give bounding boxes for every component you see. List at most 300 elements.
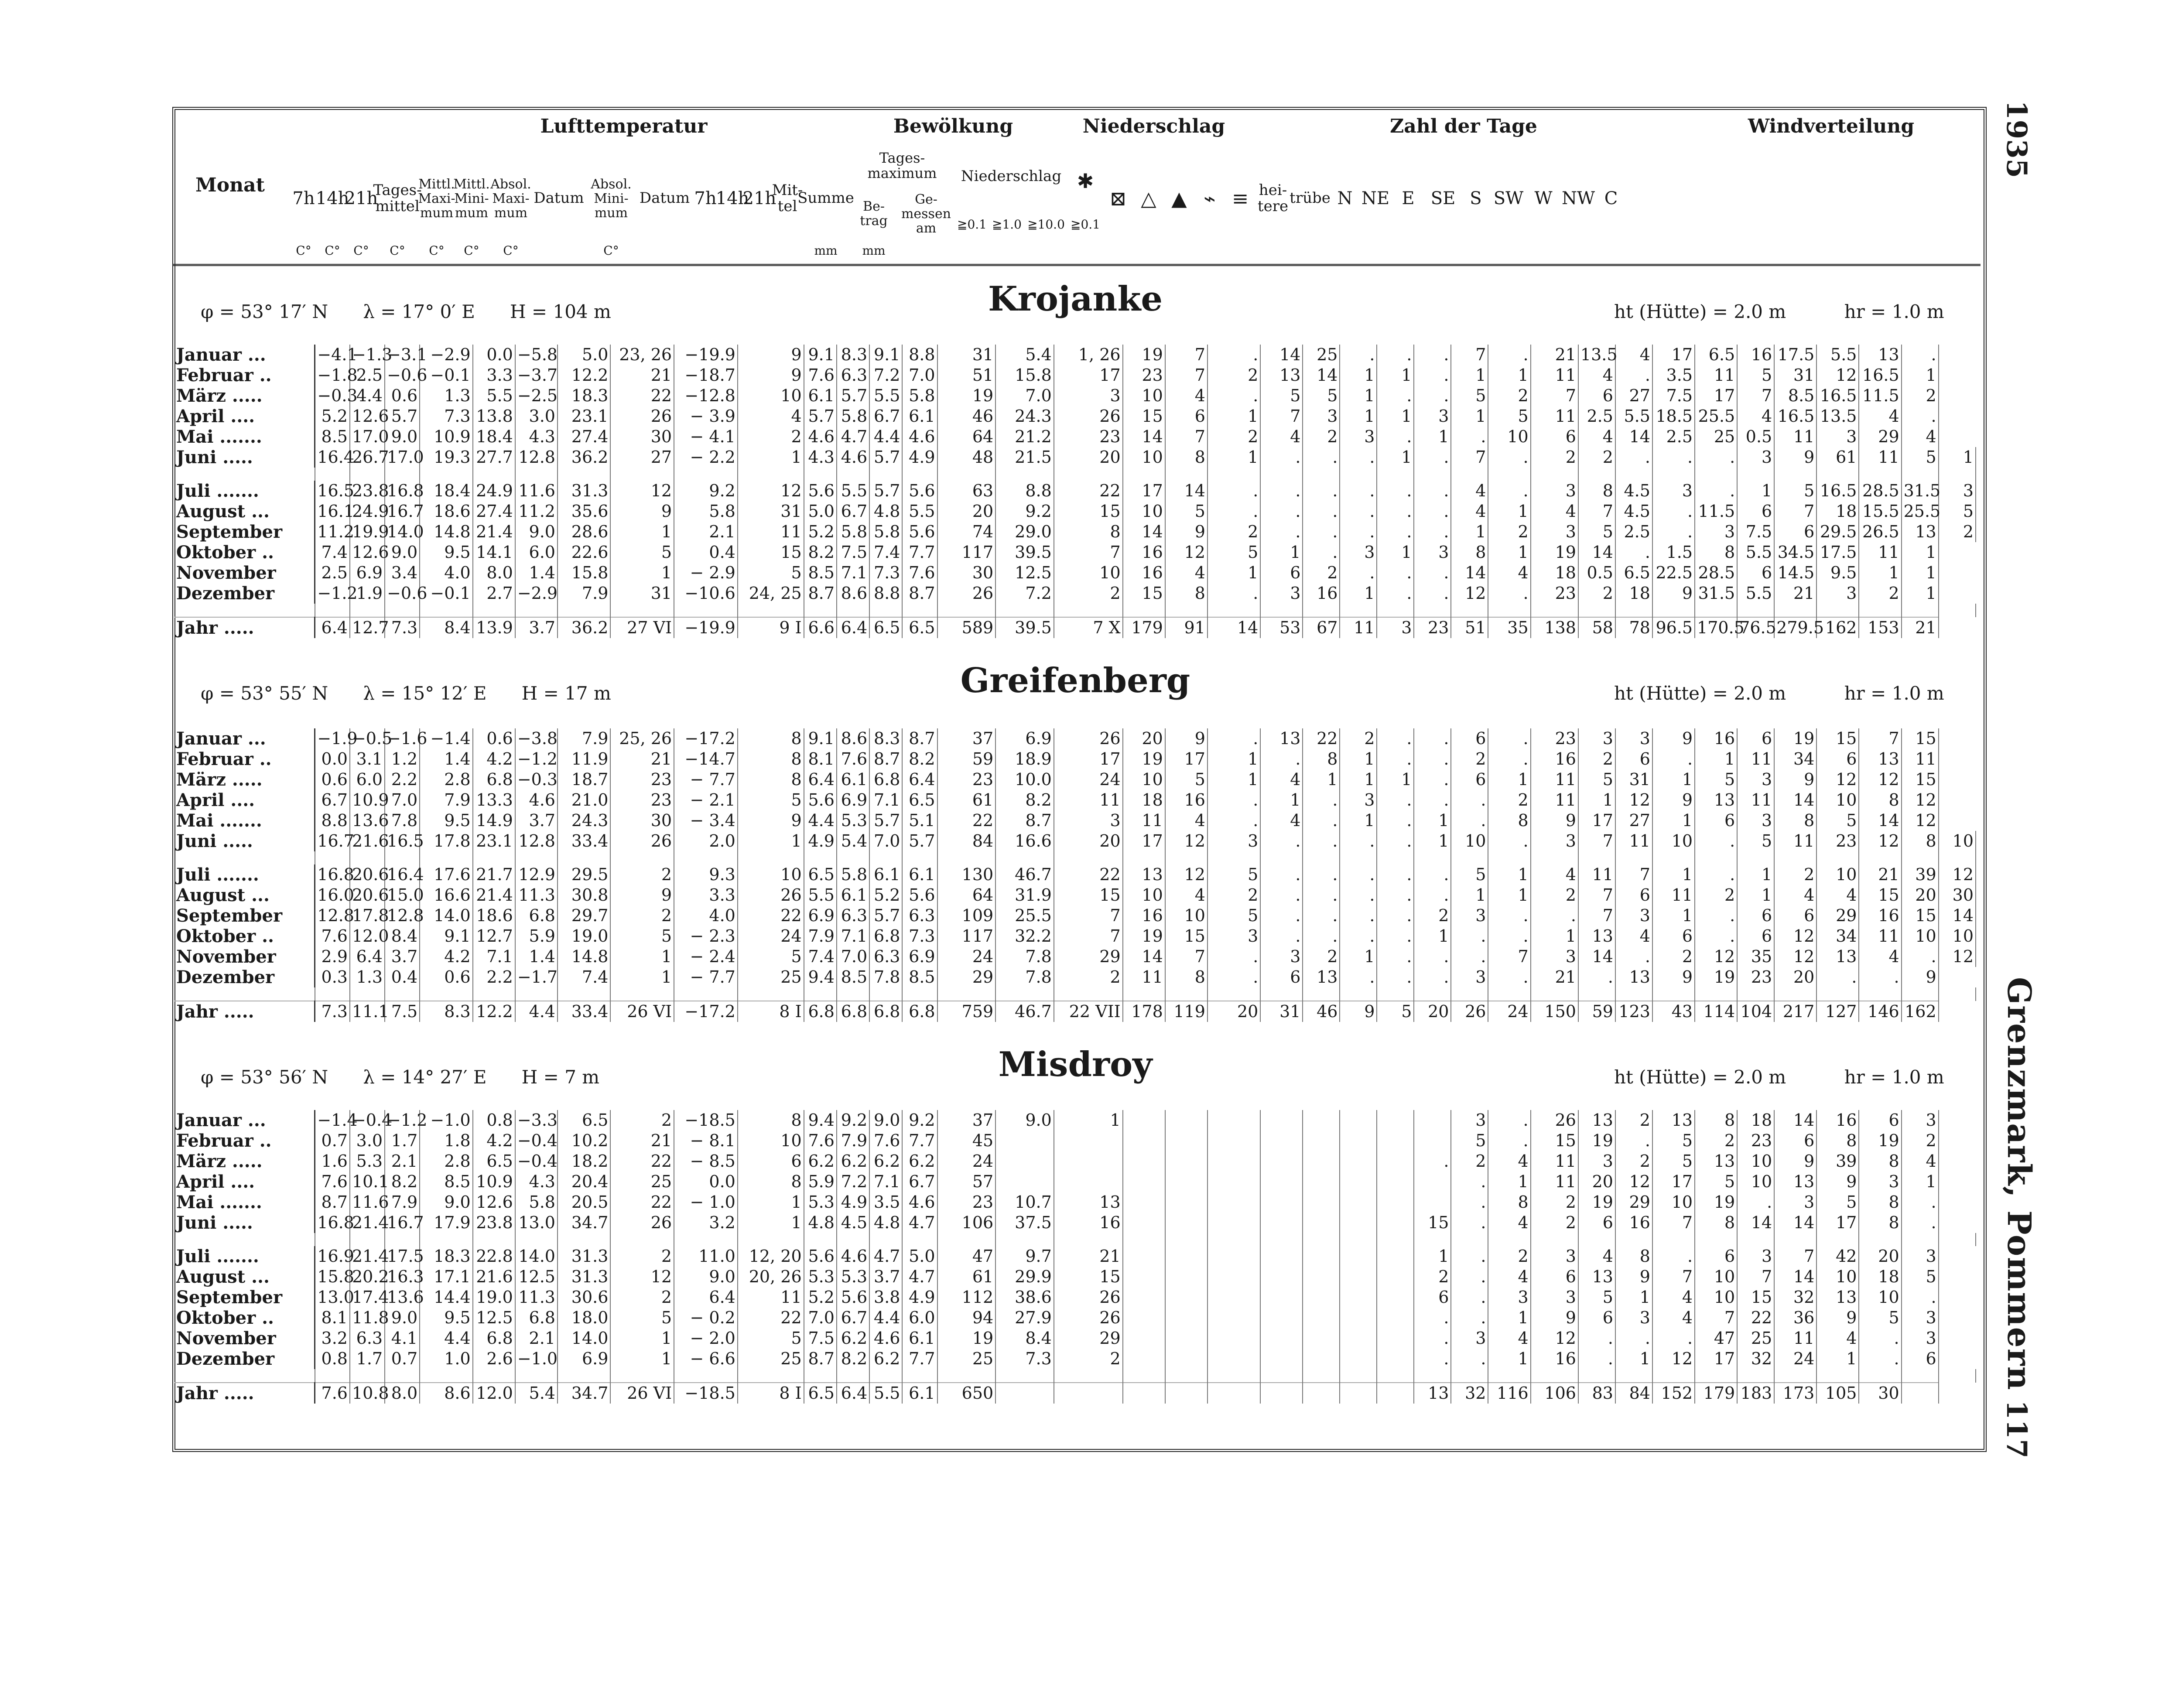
table-cell: 1 (1340, 749, 1377, 769)
table-cell: 8.2 (385, 1172, 420, 1192)
table-cell: 1 (1488, 1308, 1530, 1328)
spacer-cell (937, 987, 996, 1001)
spacer-cell (804, 987, 837, 1001)
table-cell (1377, 1172, 1414, 1192)
spacer-cell (174, 1369, 315, 1383)
table-cell: 4.7 (902, 1267, 937, 1287)
table-cell: 18.7 (558, 769, 610, 790)
table-cell (1377, 1267, 1414, 1287)
table-cell: −1.2 (515, 749, 558, 769)
table-cell: 12.6 (473, 1192, 515, 1213)
table-cell: 8.5 (420, 1172, 472, 1192)
table-cell: 5.3 (804, 1267, 837, 1287)
table-cell: 29 (1054, 1328, 1123, 1349)
table-cell (1340, 1287, 1377, 1308)
table-cell: 7.4 (869, 542, 902, 563)
table-cell: 4 (1737, 406, 1774, 427)
table-cell: −19.9 (674, 345, 738, 365)
table-cell: 14.8 (420, 522, 472, 542)
table-cell: 1 (1377, 542, 1414, 563)
table-cell: 11.2 (315, 522, 350, 542)
table-cell: 10 (1902, 926, 1939, 946)
spacer-cell (937, 1233, 996, 1246)
table-cell: 0.6 (420, 967, 472, 987)
table-cell: 7 (1488, 946, 1530, 967)
spacer-cell (1303, 851, 1340, 864)
table-cell: 14 (1578, 946, 1615, 967)
table-cell (1303, 1383, 1340, 1404)
station-header (174, 1045, 1976, 1093)
table-cell: 2 (1451, 749, 1488, 769)
table-cell: 3 (1902, 1308, 1939, 1328)
table-cell: 15 (1902, 769, 1939, 790)
table-cell: 5.2 (804, 522, 837, 542)
table-cell: 4 (1488, 1328, 1530, 1349)
table-cell: 10.9 (350, 790, 385, 810)
table-cell: 4.8 (869, 1213, 902, 1233)
table-cell: 5 (1208, 905, 1260, 926)
table-cell: 16.0 (315, 885, 350, 905)
table-cell: 14.9 (473, 810, 515, 831)
table-cell (1260, 1192, 1303, 1213)
table-cell: 17.6 (420, 864, 472, 885)
table-cell: . (1208, 790, 1260, 810)
table-cell: 5.5 (473, 386, 515, 406)
table-cell: 20 (1123, 728, 1165, 749)
table-cell: 7 (1451, 345, 1488, 365)
table-cell: 1 (1054, 1110, 1123, 1131)
table-cell: 8.4 (420, 617, 472, 638)
table-cell: 16.6 (995, 831, 1054, 851)
table-cell: 2 (1902, 1131, 1939, 1151)
table-cell: 1.9 (350, 583, 385, 604)
table-cell: 46 (937, 406, 996, 427)
table-cell: 20.5 (558, 1192, 610, 1213)
table-cell: 8 (1859, 790, 1901, 810)
header-temp-max-date: Datum (534, 189, 584, 207)
table-cell (1165, 1267, 1208, 1287)
table-cell: 6.5 (558, 1110, 610, 1131)
table-cell: 12 (1774, 926, 1816, 946)
table-row (174, 831, 1976, 851)
spacer-cell (174, 604, 315, 617)
table-cell: 1 (1902, 542, 1939, 563)
table-cell: 38.6 (995, 1287, 1054, 1308)
table-cell: 12.6 (350, 542, 385, 563)
table-cell: 24.3 (558, 810, 610, 831)
table-cell: 2 (1208, 365, 1260, 386)
table-cell: 26 (1531, 1110, 1578, 1131)
spacer-cell (804, 1369, 837, 1383)
table-cell: 1 (1488, 365, 1530, 386)
spacer-cell (473, 468, 515, 481)
spacer-cell (902, 851, 937, 864)
table-cell: . (1451, 1349, 1488, 1369)
header-group-precip: Niederschlag (1082, 115, 1225, 137)
table-cell: 4 (1816, 1328, 1859, 1349)
table-cell: 7.5 (1737, 522, 1774, 542)
table-cell: 4.6 (804, 427, 837, 447)
table-cell: 9 (1652, 583, 1695, 604)
spacer-cell (515, 468, 558, 481)
table-cell: 3 (1902, 1328, 1939, 1349)
month-label: Januar ... (174, 728, 315, 749)
table-cell: −2.5 (515, 386, 558, 406)
table-cell: 15.8 (995, 365, 1054, 386)
table-cell: 1 (1340, 810, 1377, 831)
table-cell: 1.7 (385, 1131, 420, 1151)
spacer-cell (804, 604, 837, 617)
row-spacer (174, 468, 1976, 481)
spacer-cell (1615, 468, 1652, 481)
table-cell: 20 (1859, 1246, 1901, 1267)
spacer-cell (902, 604, 937, 617)
table-cell: 3.1 (350, 749, 385, 769)
table-cell: 17 (1165, 749, 1208, 769)
spacer-cell (1816, 987, 1859, 1001)
table-cell: 21.0 (558, 790, 610, 810)
table-cell: 64 (937, 427, 996, 447)
table-cell: 20 (1208, 1001, 1260, 1022)
spacer-cell (1737, 987, 1774, 1001)
table-cell: 8 (1165, 967, 1208, 987)
table-cell (1340, 1246, 1377, 1267)
table-cell: 2 (1774, 864, 1816, 885)
table-cell: 23 (1414, 617, 1451, 638)
station-name: Misdroy (998, 1045, 1153, 1084)
month-label: Jahr ..... (174, 617, 315, 638)
table-cell: −1.0 (515, 1349, 558, 1369)
table-cell: . (1303, 885, 1340, 905)
spacer-cell (1260, 1233, 1303, 1246)
table-cell: 2.5 (1652, 427, 1695, 447)
table-cell: 10 (1816, 864, 1859, 885)
table-cell: 17.8 (420, 831, 472, 851)
table-cell: 4.8 (804, 1213, 837, 1233)
table-cell: . (1303, 522, 1340, 542)
table-cell: 20 (1774, 967, 1816, 987)
table-cell: . (1902, 1287, 1939, 1308)
header-group-days: Zahl der Tage (1390, 115, 1537, 137)
table-cell: 3 (1531, 1287, 1578, 1308)
table-cell: 19.9 (350, 522, 385, 542)
table-cell: . (1451, 1192, 1488, 1213)
table-cell (1303, 1328, 1340, 1349)
table-cell: 2 (738, 427, 804, 447)
table-cell: . (1260, 831, 1303, 851)
table-cell: 24.9 (473, 481, 515, 501)
spacer-cell (610, 1369, 674, 1383)
table-cell: 16 (1123, 542, 1165, 563)
table-cell: 6.9 (837, 790, 869, 810)
table-cell: 7.2 (837, 1172, 869, 1192)
table-cell (1340, 1267, 1377, 1287)
table-cell: 14 (1737, 1213, 1774, 1233)
table-cell: 4.8 (869, 501, 902, 522)
spacer-cell (350, 604, 385, 617)
spacer-cell (674, 1369, 738, 1383)
table-cell: 9.3 (674, 864, 738, 885)
table-row (174, 583, 1976, 604)
table-cell: 4.0 (420, 563, 472, 583)
table-cell: 7.8 (869, 967, 902, 987)
table-cell (1208, 1349, 1260, 1369)
table-cell: . (1578, 1349, 1615, 1369)
table-cell: 173 (1774, 1383, 1816, 1404)
table-cell (1303, 1213, 1340, 1233)
table-cell: 12.6 (350, 406, 385, 427)
table-cell: 8 (1859, 1151, 1901, 1172)
table-cell: 0.6 (385, 386, 420, 406)
spacer-cell (1165, 604, 1208, 617)
table-cell: 11 (1774, 1328, 1816, 1349)
table-cell: 16 (1303, 583, 1340, 604)
table-cell: . (1208, 501, 1260, 522)
table-cell: 17 (1123, 481, 1165, 501)
table-cell: 146 (1859, 1001, 1901, 1022)
table-cell: 23 (1816, 831, 1859, 851)
table-row (174, 749, 1976, 769)
spacer-cell (1488, 987, 1530, 1001)
station-coords: φ = 53° 56′ N λ = 14° 27′ E H = 7 m (201, 1066, 600, 1088)
table-cell: 7.3 (385, 617, 420, 638)
table-cell: 9.4 (804, 967, 837, 987)
spacer-cell (1208, 1369, 1260, 1383)
table-cell: 15 (1123, 583, 1165, 604)
table-cell: 15 (1123, 406, 1165, 427)
table-cell: 25 (610, 1172, 674, 1192)
table-cell: 9.0 (515, 522, 558, 542)
header-unit: C° (325, 243, 340, 258)
table-cell: 4 (1165, 386, 1208, 406)
spacer-cell (937, 468, 996, 481)
table-cell: . (1303, 481, 1340, 501)
table-cell: 14 (1859, 810, 1901, 831)
table-cell (1414, 1110, 1451, 1131)
spacer-cell (1054, 851, 1123, 864)
table-cell: 5.5 (902, 501, 937, 522)
table-cell (1303, 1267, 1340, 1287)
table-cell: 6 (1737, 501, 1774, 522)
table-cell: 36.2 (558, 447, 610, 468)
table-cell: 8.0 (385, 1383, 420, 1404)
table-cell: 3 (1488, 1287, 1530, 1308)
table-cell: . (1902, 1192, 1939, 1213)
table-cell: 2 (1531, 1192, 1578, 1213)
header-precip-date: Ge-messen am (901, 191, 951, 236)
table-cell: 12 (1902, 810, 1939, 831)
table-cell: 9.5 (420, 542, 472, 563)
table-cell: . (1652, 749, 1695, 769)
table-cell: 13 (1816, 946, 1859, 967)
spacer-cell (1165, 987, 1208, 1001)
spacer-cell (902, 468, 937, 481)
table-cell: 11 (1531, 1172, 1578, 1192)
spacer-cell (1615, 1233, 1652, 1246)
spacer-cell (315, 604, 350, 617)
table-cell: 47 (1695, 1328, 1737, 1349)
table-cell: 5.2 (869, 885, 902, 905)
header-unit: C° (296, 243, 311, 258)
table-cell: 8 (1165, 583, 1208, 604)
table-cell: 8 (1488, 1192, 1530, 1213)
table-cell: 3 (1578, 728, 1615, 749)
table-cell: 4 (1451, 481, 1488, 501)
table-cell: 1.4 (515, 563, 558, 583)
table-cell: 4.6 (869, 1328, 902, 1349)
table-cell: 0.7 (385, 1349, 420, 1369)
table-cell: 6.1 (869, 864, 902, 885)
spacer-cell (1340, 604, 1377, 617)
table-cell: 8.6 (420, 1383, 472, 1404)
table-cell: 2.7 (473, 583, 515, 604)
spacer-cell (1695, 468, 1737, 481)
spacer-cell (995, 468, 1054, 481)
table-cell: 6 (1816, 749, 1859, 769)
table-cell: . (1377, 946, 1414, 967)
table-cell: 37 (937, 1110, 996, 1131)
table-cell: 11 (1123, 967, 1165, 987)
table-cell: 6.4 (315, 617, 350, 638)
table-cell: 18 (1816, 501, 1859, 522)
spacer-cell (1652, 987, 1695, 1001)
spacer-cell (1902, 851, 1939, 864)
table-cell: 8.7 (995, 810, 1054, 831)
month-label: August ... (174, 1267, 315, 1287)
table-row (174, 1151, 1976, 1172)
spacer-cell (1859, 987, 1901, 1001)
spacer-cell (1531, 468, 1578, 481)
table-cell: 7.9 (420, 790, 472, 810)
table-cell: 5 (1488, 406, 1530, 427)
table-cell (1303, 1151, 1340, 1172)
spacer-cell (1377, 1369, 1414, 1383)
table-cell: 9 (738, 810, 804, 831)
spacer-cell (1340, 851, 1377, 864)
table-cell: 2.2 (385, 769, 420, 790)
table-cell: . (1260, 905, 1303, 926)
table-cell: 5.5 (1615, 406, 1652, 427)
spacer-cell (420, 987, 472, 1001)
table-cell: 15.8 (315, 1267, 350, 1287)
table-cell: 4 (1859, 946, 1901, 967)
table-cell: 12.2 (473, 1001, 515, 1022)
table-cell: 13 (1816, 1287, 1859, 1308)
table-cell: 5 (1652, 1151, 1695, 1172)
table-cell: 5.7 (869, 905, 902, 926)
table-cell: 29.0 (995, 522, 1054, 542)
table-cell: 8 I (738, 1001, 804, 1022)
table-cell: 16 (1165, 790, 1208, 810)
table-cell: 2 (610, 1246, 674, 1267)
table-cell: 11.1 (350, 1001, 385, 1022)
table-cell: 7.0 (902, 365, 937, 386)
table-cell: 11 (1737, 790, 1774, 810)
table-cell: 2 (1303, 946, 1340, 967)
table-cell (995, 1151, 1054, 1172)
table-cell: 7.6 (315, 926, 350, 946)
month-label: Oktober .. (174, 542, 315, 563)
table-cell: 9.0 (385, 427, 420, 447)
table-cell: 2.1 (385, 1151, 420, 1172)
table-cell: 2.9 (315, 946, 350, 967)
table-cell: 12.2 (558, 365, 610, 386)
table-row (174, 345, 1976, 365)
table-cell: 7.7 (902, 1131, 937, 1151)
table-cell: . (1377, 583, 1414, 604)
table-cell: 6 (1451, 728, 1488, 749)
table-cell: . (1414, 1151, 1451, 1172)
table-cell: 21 (1054, 1246, 1123, 1267)
table-cell: 17 (1054, 749, 1123, 769)
table-cell: 11 (1737, 749, 1774, 769)
table-cell: 5.6 (902, 522, 937, 542)
table-cell: . (1340, 905, 1377, 926)
table-cell: − 2.2 (674, 447, 738, 468)
table-cell: 5.8 (515, 1192, 558, 1213)
table-cell: 23 (610, 790, 674, 810)
table-cell: 14.0 (515, 1246, 558, 1267)
table-cell: 11 (1531, 406, 1578, 427)
table-cell: . (1902, 406, 1939, 427)
table-cell: 19.0 (558, 926, 610, 946)
table-cell: 5.5 (804, 885, 837, 905)
header-precip-sum: Summe (797, 189, 854, 207)
table-cell: 7 (1737, 1267, 1774, 1287)
table-cell: 6.8 (902, 1001, 937, 1022)
spacer-cell (937, 604, 996, 617)
table-cell: 13.3 (473, 790, 515, 810)
table-cell: − 1.0 (674, 1192, 738, 1213)
table-cell (1208, 1192, 1260, 1213)
table-cell: 7 (1737, 386, 1774, 406)
table-cell: 5 (1695, 769, 1737, 790)
table-cell: 7.0 (869, 831, 902, 851)
table-cell: −14.7 (674, 749, 738, 769)
table-cell: 5 (1303, 386, 1340, 406)
table-cell: 3.3 (473, 365, 515, 386)
table-cell: 9.1 (869, 345, 902, 365)
header-days-precip: Niederschlag (961, 167, 1062, 185)
table-cell: 4.4 (350, 386, 385, 406)
spacer-cell (937, 851, 996, 864)
table-cell: 31.5 (1902, 481, 1939, 501)
spacer-cell (1774, 604, 1816, 617)
table-cell (1377, 1308, 1414, 1328)
table-cell: 8.7 (902, 728, 937, 749)
spacer-cell (1902, 604, 1939, 617)
table-row (174, 1246, 1976, 1267)
table-cell (1054, 1383, 1123, 1404)
table-cell: 9 (738, 345, 804, 365)
table-cell: 12.8 (385, 905, 420, 926)
table-cell (1208, 1267, 1260, 1287)
spacer-cell (1054, 468, 1123, 481)
table-cell: 4 (1615, 345, 1652, 365)
table-cell: 7 (1054, 542, 1123, 563)
table-cell: 3 (1615, 728, 1652, 749)
spacer-cell (1260, 1369, 1303, 1383)
table-cell: 3 (1260, 583, 1303, 604)
table-cell: 23 (937, 1192, 996, 1213)
table-cell: 21.7 (473, 864, 515, 885)
table-cell (1303, 1172, 1340, 1192)
table-cell: − 2.3 (674, 926, 738, 946)
table-cell: 9.2 (902, 1110, 937, 1131)
table-cell: 8 (1695, 542, 1737, 563)
table-cell: 17.1 (420, 1267, 472, 1287)
spacer-cell (1737, 468, 1774, 481)
